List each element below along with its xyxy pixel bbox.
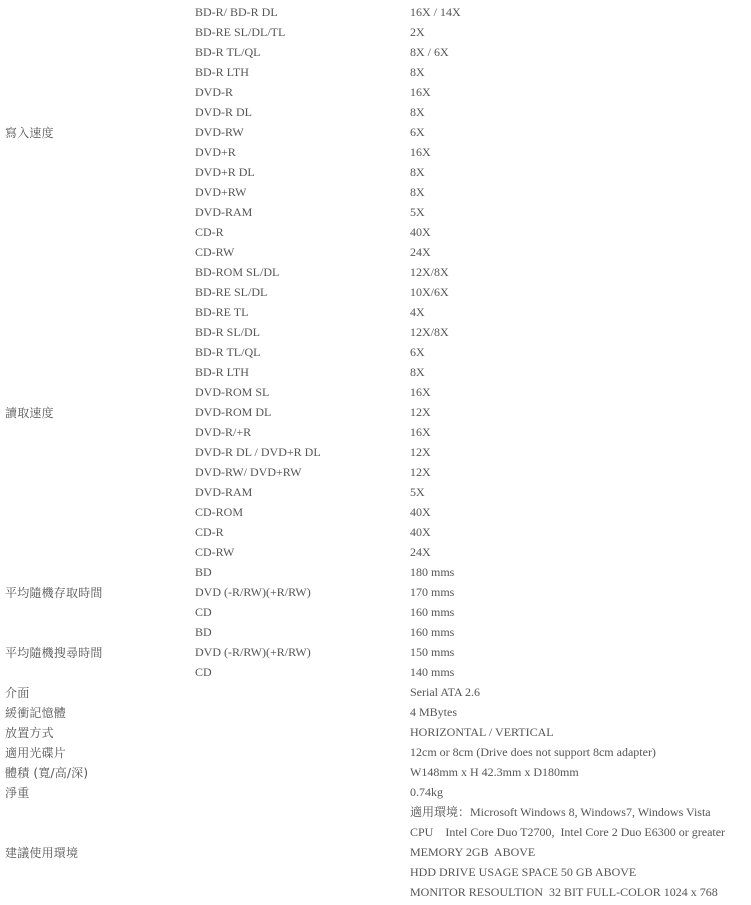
list-item (195, 622, 751, 642)
speed-value: 16X (410, 385, 431, 399)
list-item (195, 222, 751, 242)
media-type: CD (195, 605, 212, 619)
list-item (195, 62, 751, 82)
list-item (195, 242, 751, 262)
dimensions-label: 體積 (寬/高/深) (5, 765, 89, 780)
system-req-list (195, 802, 751, 902)
speed-value: 16X (410, 425, 431, 439)
media-type: BD-RE TL (195, 305, 249, 319)
media-type: DVD-ROM DL (195, 405, 272, 419)
media-type: DVD-RW (195, 125, 244, 139)
list-item (195, 42, 751, 62)
list-item (195, 282, 751, 302)
list-item (195, 522, 751, 542)
spec-row-write-speed (0, 2, 751, 262)
spec-row-access-time (0, 562, 751, 622)
media-type: CD (195, 665, 212, 679)
monitor-requirement: MONITOR RESOULTION 32 BIT FULL-COLOR 1024 x 768 (410, 885, 718, 899)
speed-value: 24X (410, 245, 431, 259)
list-item (195, 302, 751, 322)
spec-row-seek-time (0, 622, 751, 682)
list-item (195, 602, 751, 622)
time-value: 140 mms (410, 665, 455, 679)
media-type: DVD-RAM (195, 205, 253, 219)
write-speed-list (195, 2, 751, 262)
dimensions-value: W148mm x H 42.3mm x D180mm (410, 765, 579, 779)
spec-row-dimensions (0, 762, 751, 782)
media-type: DVD-R DL (195, 105, 252, 119)
speed-value: 5X (410, 205, 425, 219)
speed-value: 40X (410, 525, 431, 539)
media-type: DVD-R (195, 85, 233, 99)
speed-value: 12X/8X (410, 265, 449, 279)
list-item (195, 322, 751, 342)
speed-value: 6X (410, 345, 425, 359)
media-type: BD-R TL/QL (195, 45, 261, 59)
read-speed-list (195, 262, 751, 562)
spec-row-read-speed (0, 262, 751, 562)
media-type: DVD-RW/ DVD+RW (195, 465, 302, 479)
weight-value: 0.74kg (410, 785, 443, 799)
list-item (195, 582, 751, 602)
media-type: CD-R (195, 525, 224, 539)
speed-value: 12X (410, 465, 431, 479)
list-item (195, 642, 751, 662)
list-item (195, 462, 751, 482)
speed-value: 12X/8X (410, 325, 449, 339)
media-type: DVD-RAM (195, 485, 253, 499)
speed-value: 5X (410, 485, 425, 499)
list-item (195, 402, 751, 422)
media-type: DVD+R DL (195, 165, 255, 179)
media-type: BD-RE SL/DL/TL (195, 25, 286, 39)
spec-table (0, 2, 751, 902)
hdd-requirement: HDD DRIVE USAGE SPACE 50 GB ABOVE (410, 865, 637, 879)
memory-requirement: MEMORY 2GB ABOVE (410, 845, 536, 859)
read-speed-label: 讀取速度 (5, 405, 54, 420)
media-type: BD-RE SL/DL (195, 285, 268, 299)
speed-value: 2X (410, 25, 425, 39)
access-time-list (195, 562, 751, 622)
list-item (195, 22, 751, 42)
media-type: DVD (-R/RW)(+R/RW) (195, 645, 311, 659)
speed-value: 10X/6X (410, 285, 449, 299)
speed-value: 8X (410, 165, 425, 179)
list-item (195, 542, 751, 562)
interface-label: 介面 (5, 685, 30, 700)
media-type: DVD-R DL / DVD+R DL (195, 445, 321, 459)
interface-value: Serial ATA 2.6 (410, 685, 481, 699)
list-item (195, 2, 751, 22)
disc-size-value: 12cm or 8cm (Drive does not support 8cm adapter) (410, 745, 656, 759)
list-item (195, 102, 751, 122)
media-type: DVD-R/+R (195, 425, 252, 439)
list-item (195, 662, 751, 682)
speed-value: 24X (410, 545, 431, 559)
list-item (195, 362, 751, 382)
speed-value: 8X (410, 105, 425, 119)
media-type: DVD-ROM SL (195, 385, 270, 399)
list-item (195, 382, 751, 402)
system-req-label: 建議使用環境 (5, 845, 79, 860)
speed-value: 8X (410, 185, 425, 199)
speed-value: 12X (410, 445, 431, 459)
list-item (195, 122, 751, 142)
cpu-requirement: CPU Intel Core Duo T2700, Intel Core 2 Duo E6300 or greater (410, 825, 726, 839)
spec-row-weight (0, 782, 751, 802)
speed-value: 12X (410, 405, 431, 419)
media-type: DVD+R (195, 145, 236, 159)
media-type: BD-R LTH (195, 65, 249, 79)
speed-value: 40X (410, 505, 431, 519)
write-speed-label: 寫入速度 (5, 125, 54, 140)
list-item (195, 442, 751, 462)
media-type: BD-R/ BD-R DL (195, 5, 278, 19)
speed-value: 16X (410, 145, 431, 159)
speed-value: 4X (410, 305, 425, 319)
media-type: BD-R TL/QL (195, 345, 261, 359)
list-item (195, 342, 751, 362)
list-item (195, 562, 751, 582)
time-value: 160 mms (410, 605, 455, 619)
media-type: BD-R SL/DL (195, 325, 261, 339)
list-item (195, 82, 751, 102)
time-value: 150 mms (410, 645, 455, 659)
time-value: 180 mms (410, 565, 455, 579)
media-type: CD-ROM (195, 505, 244, 519)
buffer-value: 4 MBytes (410, 705, 458, 719)
seek-time-label: 平均隨機搜尋時間 (5, 645, 103, 660)
spec-row-interface (0, 682, 751, 702)
media-type: CD-R (195, 225, 224, 239)
list-item (195, 422, 751, 442)
speed-value: 8X / 6X (410, 45, 449, 59)
spec-row-system-requirements (0, 802, 751, 902)
time-value: 170 mms (410, 585, 455, 599)
placement-label: 放置方式 (5, 725, 54, 740)
media-type: BD-R LTH (195, 365, 249, 379)
speed-value: 6X (410, 125, 425, 139)
list-item (195, 182, 751, 202)
speed-value: 40X (410, 225, 431, 239)
placement-value: HORIZONTAL / VERTICAL (410, 725, 554, 739)
list-item (195, 162, 751, 182)
media-type: BD-ROM SL/DL (195, 265, 280, 279)
list-item (195, 202, 751, 222)
speed-value: 16X (410, 85, 431, 99)
media-type: BD (195, 625, 212, 639)
media-type: DVD (-R/RW)(+R/RW) (195, 585, 311, 599)
media-type: CD-RW (195, 245, 235, 259)
list-item (195, 502, 751, 522)
speed-value: 8X (410, 65, 425, 79)
os-prefix: 適用環境： (410, 805, 471, 819)
list-item (195, 482, 751, 502)
spec-row-disc-size (0, 742, 751, 762)
media-type: DVD+RW (195, 185, 247, 199)
buffer-label: 緩衝記憶體 (5, 705, 67, 720)
time-value: 160 mms (410, 625, 455, 639)
list-item (195, 262, 751, 282)
weight-label: 淨重 (5, 785, 30, 800)
access-time-label: 平均隨機存取時間 (5, 585, 103, 600)
media-type: BD (195, 565, 212, 579)
list-item (195, 142, 751, 162)
media-type: CD-RW (195, 545, 235, 559)
seek-time-list (195, 622, 751, 682)
speed-value: 8X (410, 365, 425, 379)
os-requirement (195, 802, 751, 822)
disc-size-label: 適用光碟片 (5, 745, 67, 760)
os-value: Microsoft Windows 8, Windows7, Windows Vista (470, 805, 711, 819)
spec-row-placement (0, 722, 751, 742)
speed-value: 16X / 14X (410, 5, 461, 19)
spec-row-buffer (0, 702, 751, 722)
